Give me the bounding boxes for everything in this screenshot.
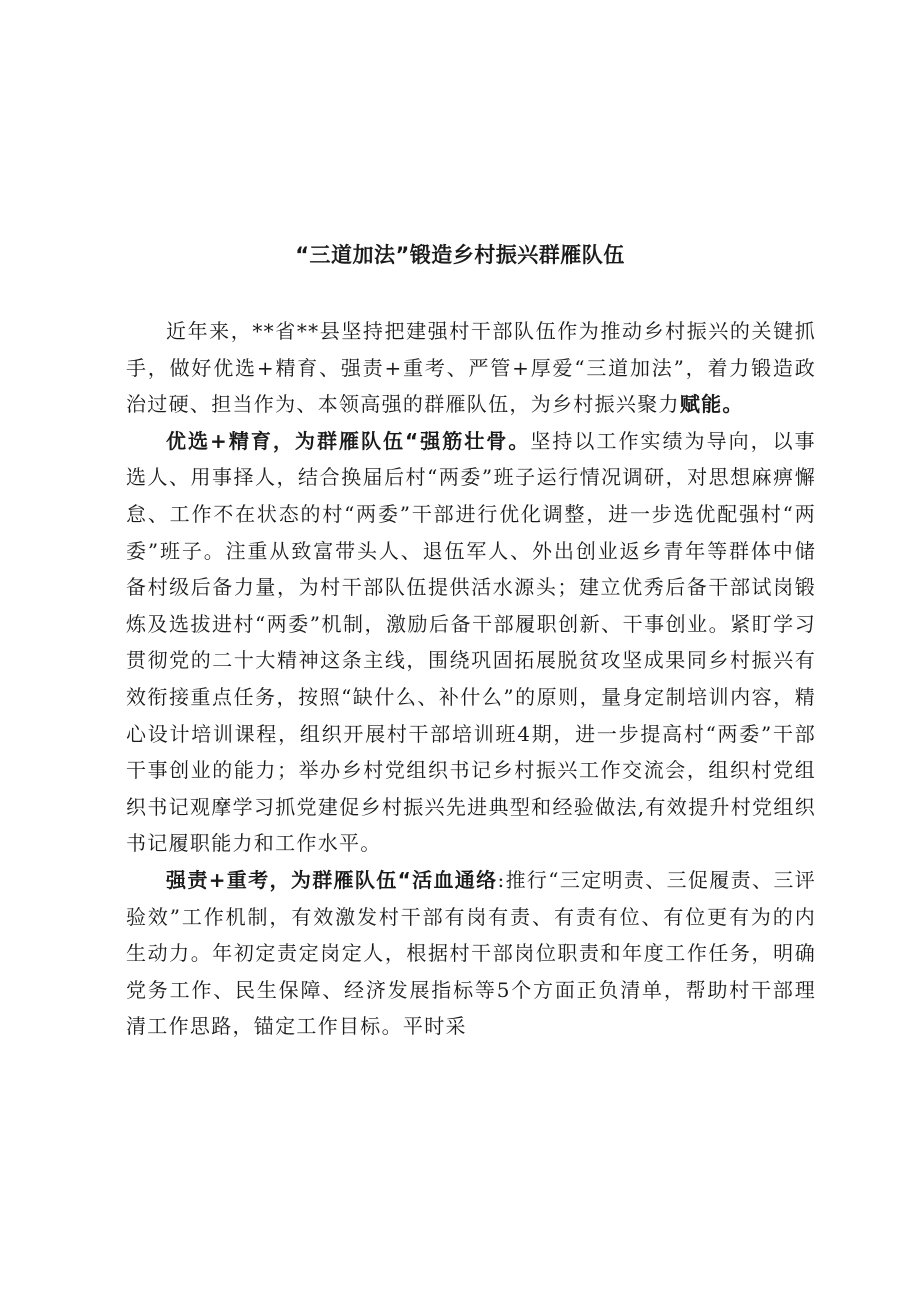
intro-text: 近年来，**省**县坚持把建强村干部队伍作为推动乡村振兴的关键抓手，做好优选+精育、强责+重考、严管+厚爱“三道加法”，着力锻造政治过硬、担当作为、本领高强的群雁队伍，为乡村振兴聚力	[126, 319, 816, 417]
section-paragraph-1	[126, 423, 816, 862]
intro-bold-tail: 赋能。	[679, 392, 744, 417]
document-title: “三道加法”锻造乡村振兴群雁队伍	[295, 243, 625, 267]
section-heading-2: 强责+重考，为群雁队伍“活血通络	[166, 867, 498, 892]
intro-paragraph	[126, 313, 816, 423]
section-paragraph-2	[126, 862, 816, 1045]
section-text-1: 坚持以工作实绩为导向，以事选人、用事择人，结合换届后村“两委”班子运行情况调研，对思想麻痹懈怠、工作不在状态的村“两委”干部进行优化调整，进一步选优配强村“两委”班子。注重从致富带头人、退伍军人、外出创业返乡青年等群体中储备村级后备力量，为村干部队伍提供活水源头；建立优秀后备干部试岗锻炼及选拔进村“两委”机制，激励后备干部履职创新、干事创业。紧盯学习贯彻党的二十大精神这条主线，围绕巩固拓展脱贫攻坚成果同乡村振兴有效衔接重点任务，按照“缺什么、补什么”的原则，量身定制培训内容，精心设计培训课程，组织开展村干部培训班4期，进一步提高村“两委”干部干事创业的能力；举办乡村党组织书记乡村振兴工作交流会，组织村党组织书记观摩学习抓党建促乡村振兴先进典型和经验做法,有效提升村党组织书记履职能力和工作水平。	[126, 428, 816, 856]
section-heading-1: 优选+精育，为群雁队伍“强筋壮骨。	[166, 428, 531, 453]
document-body	[126, 313, 816, 1045]
section-text-2: :推行“三定明责、三促履责、三评验效”工作机制，有效激发村干部有岗有责、有责有位、有位更有为的内生动力。年初定责定岗定人，根据村干部岗位职责和年度工作任务，明确党务工作、民生保障、经济发展指标等5个方面正负清单，帮助村干部理清工作思路，锚定工作目标。平时采	[126, 867, 817, 1039]
